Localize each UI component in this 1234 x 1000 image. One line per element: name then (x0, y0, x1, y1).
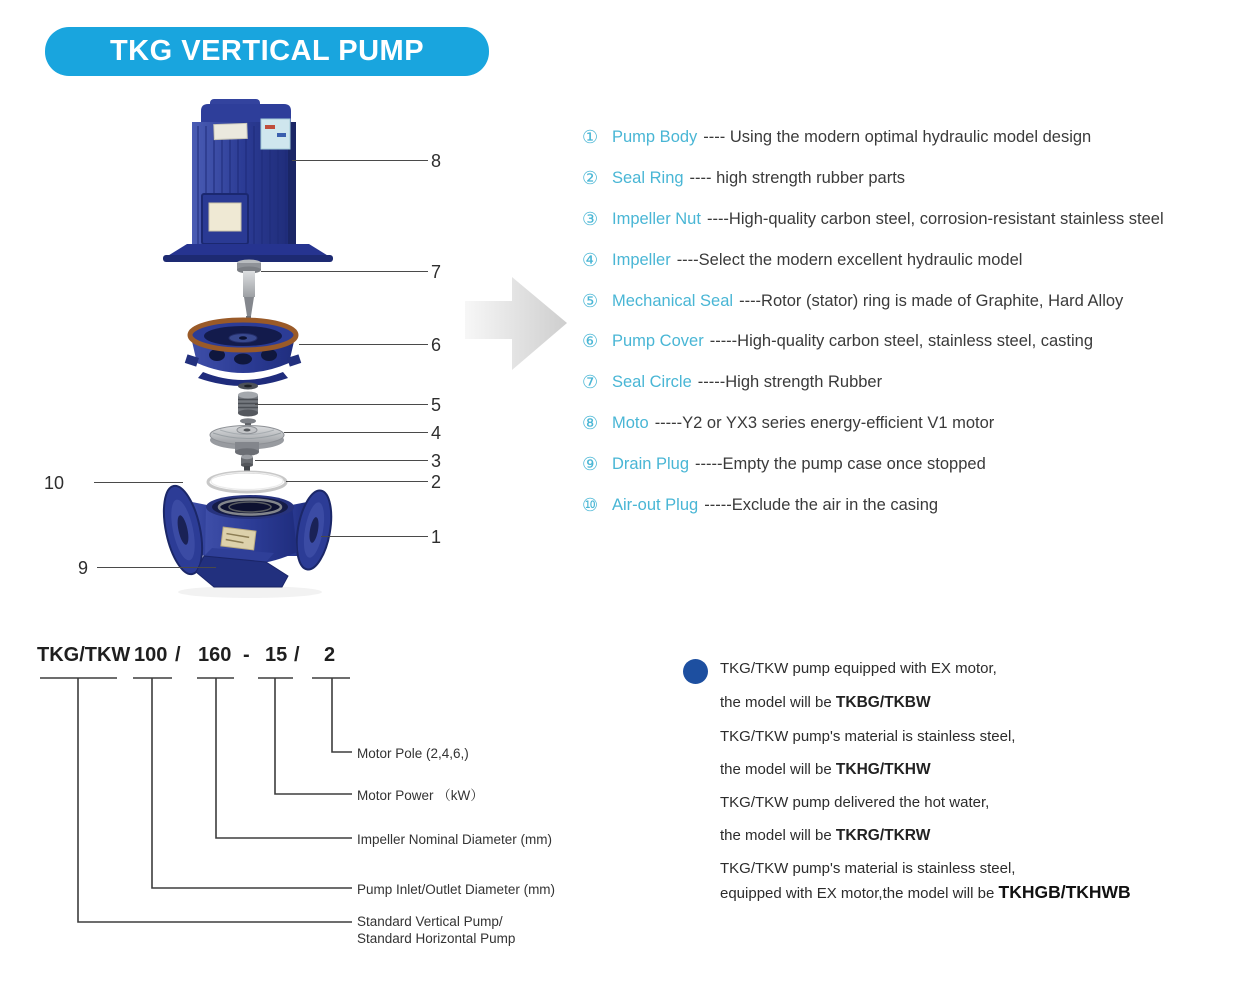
callout-line-1 (321, 536, 428, 537)
circled-number-1: ① (582, 126, 599, 147)
part-description: ---- Using the modern optimal hydraulic model design (703, 127, 1092, 146)
list-item (582, 485, 1234, 526)
callout-6: 6 (431, 335, 442, 355)
part-description: -----Y2 or YX3 series energy-efficient V1 motor (654, 414, 995, 433)
part-name: Pump Cover (612, 332, 704, 351)
label-inlet-outlet-diameter: Pump Inlet/Outlet Diameter (mm) (357, 882, 556, 897)
part-name: Impeller (612, 250, 671, 269)
callout-line-7 (261, 271, 428, 272)
note-line: TKG/TKW pump equipped with EX motor, (720, 660, 997, 677)
part-name: Drain Plug (612, 455, 690, 474)
list-item (582, 321, 1234, 362)
part-description: ---- high strength rubber parts (689, 168, 906, 187)
bullet-icon (683, 659, 708, 684)
note-line: the model will be TKHG/TKHW (720, 761, 931, 778)
list-item (582, 158, 1234, 199)
callout-line-4 (284, 432, 428, 433)
body-label (221, 527, 256, 550)
page-title: TKG VERTICAL PUMP (109, 35, 425, 67)
impeller-part (210, 426, 284, 456)
callout-9: 9 (78, 558, 89, 578)
callout-2: 2 (431, 472, 442, 492)
model-variant-notes (683, 650, 1163, 904)
label-standard-pump (357, 913, 515, 947)
part-description: -----Empty the pump case once stopped (695, 455, 986, 474)
part-name: Air-out Plug (612, 495, 699, 514)
shaft-seal-circle-part (237, 260, 261, 322)
part-description: ----Select the modern excellent hydraulic model (676, 250, 1023, 269)
callout-4: 4 (431, 423, 442, 443)
model-separator: / (175, 644, 181, 666)
circled-number-7: ⑦ (582, 372, 599, 393)
model-pole: 2 (324, 644, 336, 666)
label-impeller-diameter: Impeller Nominal Diameter (mm) (357, 832, 553, 847)
nomenclature-tree-lines (0, 660, 620, 990)
circled-number-4: ④ (582, 249, 599, 270)
part-name: Seal Ring (612, 168, 684, 187)
parts-list (582, 117, 1234, 526)
list-item (582, 281, 1234, 322)
list-item (582, 117, 1234, 158)
callout-line-8 (292, 160, 428, 161)
list-item (582, 403, 1234, 444)
circled-number-6: ⑥ (582, 331, 599, 352)
callout-7: 7 (431, 262, 442, 282)
circled-number-10: ⑩ (582, 494, 599, 515)
note-line: the model will be TKRG/TKRW (720, 827, 931, 844)
note-line: TKG/TKW pump delivered the hot water, (720, 794, 990, 811)
model-impeller-size: 160 (198, 644, 232, 666)
mechanical-seal-part (238, 383, 258, 429)
part-name: Mechanical Seal (612, 291, 734, 310)
callout-line-2 (286, 481, 428, 482)
callout-5: 5 (431, 395, 442, 415)
model-inlet-size: 100 (134, 644, 168, 666)
callout-10: 10 (44, 473, 65, 493)
motor-nameplate (214, 123, 248, 139)
circled-number-9: ⑨ (582, 454, 599, 475)
note-line: TKG/TKW pump's material is stainless steel, (720, 860, 1016, 877)
label-motor-pole: Motor Pole (2,4,6,) (357, 746, 469, 761)
label-standard-horizontal: Standard Horizontal Pump (357, 931, 516, 946)
note-line: the model will be TKBG/TKBW (720, 694, 931, 711)
motor-part (163, 99, 333, 262)
pump-exploded-illustration (0, 90, 470, 610)
label-standard-vertical: Standard Vertical Pump/ (357, 914, 503, 929)
list-item (582, 240, 1234, 281)
impeller-nut-part (241, 455, 253, 471)
callout-3: 3 (431, 451, 442, 471)
circled-number-8: ⑧ (582, 413, 599, 434)
circled-number-3: ③ (582, 208, 599, 229)
seal-ring-part (208, 472, 286, 492)
model-name: TKBG/TKBW (835, 694, 931, 711)
title-banner (45, 27, 489, 76)
part-name: Impeller Nut (612, 209, 701, 228)
model-separator: - (243, 644, 250, 666)
part-name: Pump Body (612, 127, 698, 146)
part-description: ----High-quality carbon steel, corrosion-resistant stainless steel (706, 209, 1164, 228)
callout-1: 1 (431, 527, 442, 547)
model-power: 15 (265, 644, 288, 666)
pump-body-part (157, 482, 337, 598)
model-separator: / (294, 644, 300, 666)
part-description: -----High-quality carbon steel, stainless steel, casting (709, 332, 1094, 351)
part-description: ----Rotor (stator) ring is made of Graphite, Hard Alloy (739, 291, 1124, 310)
circled-number-5: ⑤ (582, 290, 599, 311)
part-description: -----High strength Rubber (697, 373, 883, 392)
list-item (582, 199, 1234, 240)
callout-line-10 (94, 482, 183, 483)
part-name: Moto (612, 414, 649, 433)
model-name: TKRG/TKRW (835, 827, 931, 844)
callout-line-3 (255, 460, 428, 461)
pump-cover-part (185, 320, 302, 386)
right-arrow-icon (455, 263, 575, 378)
list-item (582, 444, 1234, 485)
label-motor-power: Motor Power （kW） (357, 788, 484, 803)
part-description: -----Exclude the air in the casing (704, 495, 939, 514)
note-line: TKG/TKW pump's material is stainless steel, (720, 728, 1016, 745)
model-series: TKG/TKW (37, 644, 131, 666)
circled-number-2: ② (582, 167, 599, 188)
callout-8: 8 (431, 151, 442, 171)
callout-line-9 (97, 567, 216, 568)
drain-plug-foot (196, 556, 288, 587)
model-name: TKHG/TKHW (835, 761, 931, 778)
part-name: Seal Circle (612, 373, 692, 392)
note-line: equipped with EX motor,the model will be TKHGB/TKHWB (720, 882, 1131, 902)
motor-sticker (261, 119, 290, 149)
model-name: TKHGB/TKHWB (998, 882, 1131, 902)
callout-line-5 (255, 404, 428, 405)
list-item (582, 362, 1234, 403)
callout-line-6 (299, 344, 428, 345)
